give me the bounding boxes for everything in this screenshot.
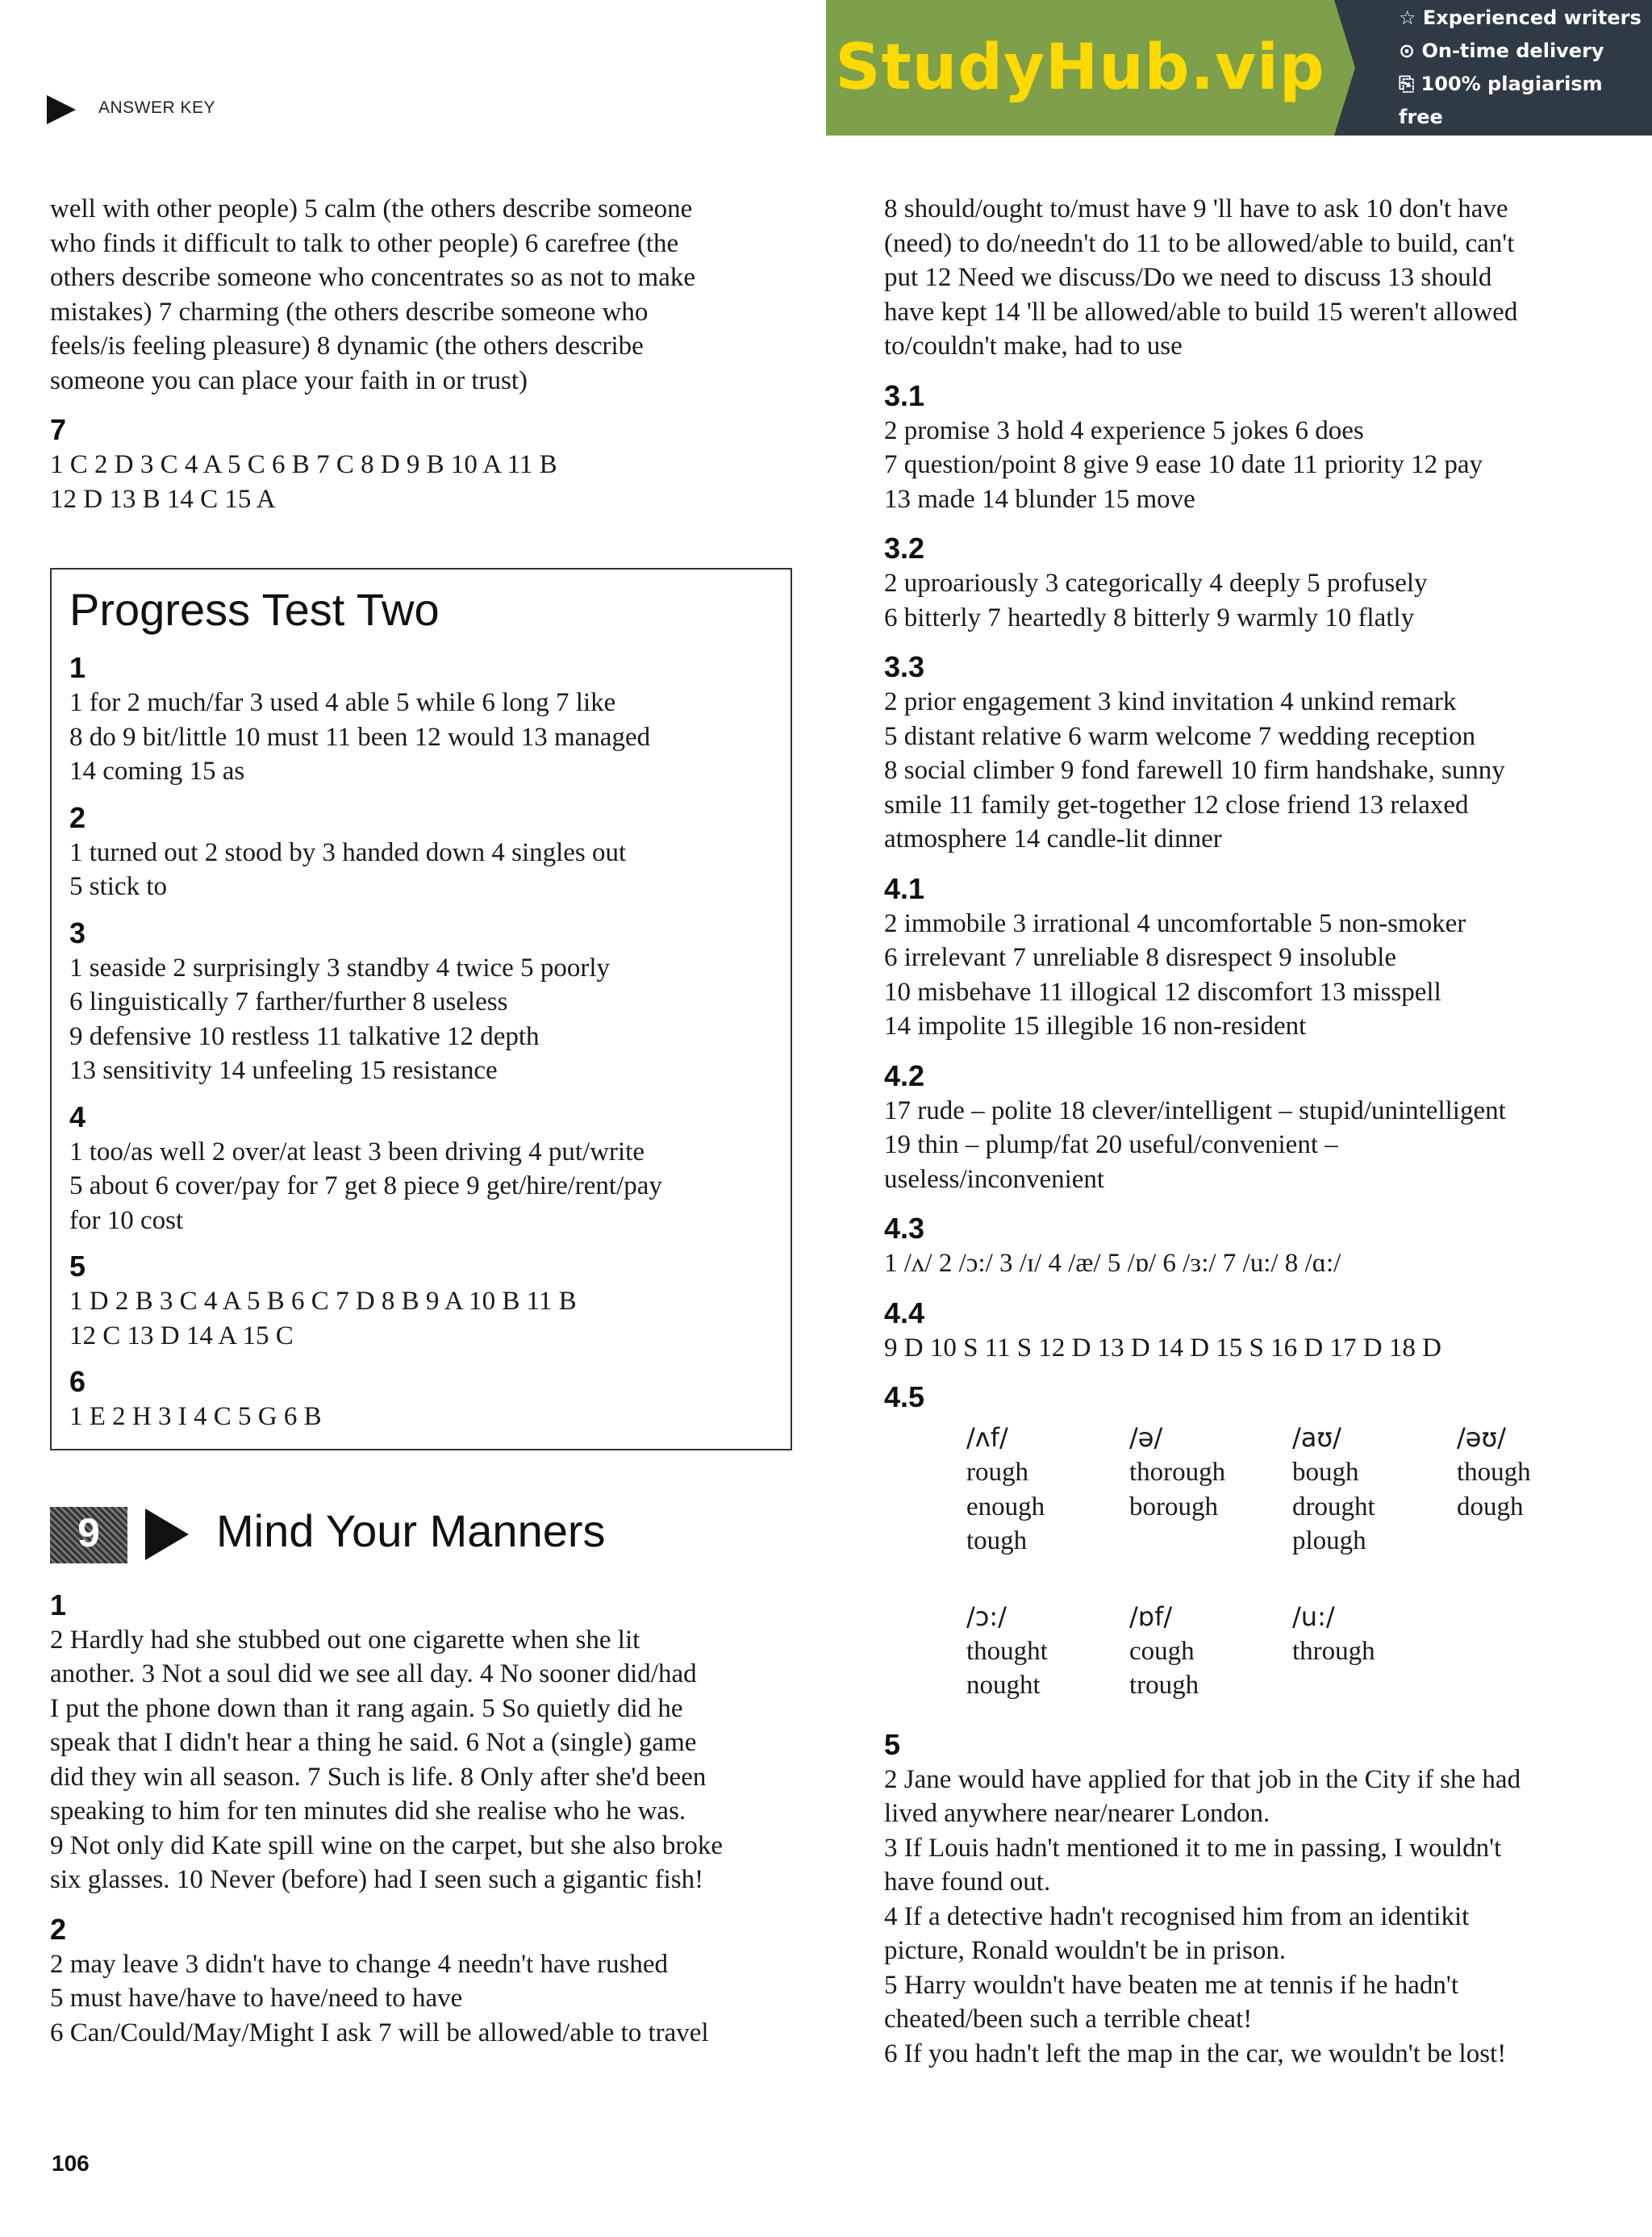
answer-line: six glasses. 10 Never (before) had I seen such a gigantic fish! bbox=[50, 1865, 704, 1894]
left-column bbox=[50, 192, 792, 2050]
left-intro-text bbox=[50, 192, 792, 398]
answer-line: who finds it difficult to talk to other people) 6 carefree (the bbox=[50, 228, 679, 258]
answer-line: have kept 14 'll be allowed/able to build 15 weren't allowed bbox=[884, 297, 1518, 327]
answer-line: 1 C 2 D 3 C 4 A 5 C 6 B 7 C 8 D 9 B 10 A 11 B bbox=[50, 450, 557, 479]
studyhub-banner[interactable] bbox=[826, 0, 1652, 136]
answer-line: another. 3 Not a soul did we see all day. 4 No sooner did/had bbox=[50, 1659, 697, 1688]
right-sections bbox=[884, 378, 1626, 1366]
phonetic-word: rough bbox=[966, 1458, 1028, 1487]
section-number: 1 bbox=[50, 1588, 67, 1621]
answer-line: 5 must have/have to have/need to have bbox=[50, 1984, 463, 2013]
answer-line: to/couldn't make, had to use bbox=[884, 332, 1183, 361]
answer-line: picture, Ronald wouldn't be in prison. bbox=[884, 1936, 1287, 1965]
answer-line: 2 immobile 3 irrational 4 uncomfortable 5 non-smoker bbox=[884, 908, 1466, 938]
answer-line: 2 Hardly had she stubbed out one cigarette when she lit bbox=[50, 1625, 640, 1655]
answer-line: I put the phone down than it rang again. 5 So quietly did he bbox=[50, 1693, 683, 1723]
answer-line: 5 distant relative 6 warm welcome 7 wedding reception bbox=[884, 721, 1476, 751]
section-number: 7 bbox=[50, 413, 67, 446]
answer-line: 13 made 14 blunder 15 move bbox=[884, 484, 1195, 514]
answer-line: 5 Harry wouldn't have beaten me at tennis if he hadn't bbox=[884, 1970, 1458, 2000]
section-answers bbox=[69, 951, 776, 1088]
section-number: 4 bbox=[69, 1100, 86, 1133]
answer-line: 14 impolite 15 illegible 16 non-resident bbox=[884, 1012, 1307, 1041]
section-answers bbox=[69, 1284, 776, 1353]
answer-line: useless/inconvenient bbox=[884, 1164, 1105, 1194]
answer-line: 10 misbehave 11 illogical 12 discomfort 13 misspell bbox=[884, 977, 1441, 1007]
section-number: 3.2 bbox=[884, 532, 925, 565]
answer-line: 1 D 2 B 3 C 4 A 5 B 6 C 7 D 8 B 9 A 10 B 11 B bbox=[69, 1287, 577, 1316]
answer-line: 1 too/as well 2 over/at least 3 been driving 4 put/write bbox=[69, 1137, 645, 1166]
answer-line: mistakes) 7 charming (the others describe someone who bbox=[50, 297, 649, 327]
section-answers bbox=[884, 414, 1626, 517]
answer-line: 2 Jane would have applied for that job in the City if she had bbox=[884, 1764, 1521, 1794]
phonetic-column bbox=[1292, 1599, 1457, 1703]
progress-test-sections bbox=[69, 650, 776, 1434]
answer-line: 8 social climber 9 fond farewell 10 firm handshake, sunny bbox=[884, 756, 1505, 785]
section-answers bbox=[69, 1135, 776, 1238]
section-number: 5 bbox=[69, 1250, 86, 1283]
answer-line: did they win all season. 7 Such is life. 8 Only after she'd been bbox=[50, 1762, 707, 1792]
answer-line: lived anywhere near/nearer London. bbox=[884, 1799, 1270, 1828]
phonetic-symbol: /u:/ bbox=[1292, 1601, 1335, 1632]
phonetic-column bbox=[1457, 1420, 1618, 1559]
phonetic-word: tough bbox=[966, 1526, 1028, 1555]
answer-line: 1 for 2 much/far 3 used 4 able 5 while 6 long 7 like bbox=[69, 688, 616, 717]
answer-line: 1 /ʌ/ 2 /ɔ:/ 3 /ɪ/ 4 /æ/ 5 /ɒ/ 6 /ɜ:/ 7 /u:/ 8 /ɑ:/ bbox=[884, 1249, 1341, 1278]
phonetic-symbol: /ə/ bbox=[1129, 1422, 1163, 1453]
section-number: 3 bbox=[69, 916, 86, 949]
answer-line: 12 C 13 D 14 A 15 C bbox=[69, 1321, 294, 1350]
running-header: ANSWER KEY bbox=[98, 98, 216, 117]
section-number: 4.5 bbox=[884, 1380, 925, 1413]
section-answers bbox=[884, 907, 1626, 1044]
answer-line: 5 stick to bbox=[69, 872, 167, 901]
section-number: 3.1 bbox=[884, 378, 925, 412]
answer-line: 2 prior engagement 3 kind invitation 4 unkind remark bbox=[884, 687, 1457, 716]
progress-test-title: Progress Test Two bbox=[69, 584, 440, 635]
unit-arrow-icon bbox=[145, 1509, 189, 1560]
banner-logo[interactable] bbox=[826, 0, 1334, 136]
phonetic-word: bough bbox=[1292, 1458, 1359, 1487]
phonetic-symbol: /ɒf/ bbox=[1129, 1601, 1173, 1632]
section-answers bbox=[69, 836, 776, 904]
right-intro-text bbox=[884, 192, 1626, 364]
right-column bbox=[884, 192, 1626, 2071]
answer-line: have found out. bbox=[884, 1868, 1051, 1897]
answer-line: 6 If you hadn't left the map in the car, we wouldn't be lost! bbox=[884, 2039, 1507, 2068]
section-number: 6 bbox=[69, 1365, 86, 1398]
section-answers bbox=[884, 1094, 1626, 1197]
section-number: 4.2 bbox=[884, 1058, 925, 1092]
answer-line: 9 D 10 S 11 S 12 D 13 D 14 D 15 S 16 D 17 D 18 D bbox=[884, 1333, 1441, 1363]
phonetic-word: trough bbox=[1129, 1671, 1199, 1700]
answer-line: 14 coming 15 as bbox=[69, 757, 245, 786]
phonetic-column bbox=[1129, 1420, 1292, 1559]
section-number: 2 bbox=[69, 800, 86, 834]
section-answers bbox=[69, 686, 776, 789]
answer-line: put 12 Need we discuss/Do we need to discuss 13 should bbox=[884, 263, 1492, 292]
phonetic-word: cough bbox=[1129, 1636, 1195, 1666]
phonetic-word: borough bbox=[1129, 1492, 1218, 1521]
answer-key-arrow-icon bbox=[47, 95, 76, 124]
section-number: 4.1 bbox=[884, 871, 925, 905]
answer-line: 2 promise 3 hold 4 experience 5 jokes 6 does bbox=[884, 415, 1364, 445]
answer-line: others describe someone who concentrates so as not to make bbox=[50, 263, 696, 292]
phonetic-symbol: /əʊ/ bbox=[1457, 1422, 1507, 1453]
answer-line: smile 11 family get-together 12 close friend 13 relaxed bbox=[884, 790, 1469, 820]
banner-feature-writers: ☆ Experienced writers bbox=[1399, 6, 1642, 29]
answer-line: feels/is feeling pleasure) 8 dynamic (the others describe bbox=[50, 332, 644, 361]
banner-feature-delivery: ⊙ On-time delivery bbox=[1399, 40, 1604, 62]
phonetic-column bbox=[966, 1599, 1129, 1703]
progress-test-box bbox=[50, 568, 792, 1450]
phonetic-word: through bbox=[1292, 1636, 1375, 1666]
answer-line: 8 do 9 bit/little 10 must 11 been 12 would 13 managed bbox=[69, 722, 651, 752]
answer-line: 1 E 2 H 3 I 4 C 5 G 6 B bbox=[69, 1402, 322, 1431]
answer-line: 1 turned out 2 stood by 3 handed down 4 singles out bbox=[69, 837, 627, 867]
phonetic-word: thought bbox=[966, 1636, 1048, 1666]
banner-logo-text: StudyHub.vip bbox=[835, 31, 1325, 104]
phonetic-word: plough bbox=[1292, 1526, 1366, 1555]
answer-line: 6 Can/Could/May/Might I ask 7 will be allowed/able to travel bbox=[50, 2018, 709, 2047]
phonetic-symbol: /ʌf/ bbox=[966, 1422, 1008, 1453]
answer-line: 5 about 6 cover/pay for 7 get 8 piece 9 get/hire/rent/pay bbox=[69, 1171, 662, 1200]
answer-line: 2 uproariously 3 categorically 4 deeply 5 profusely bbox=[884, 569, 1428, 598]
answer-line: 13 sensitivity 14 unfeeling 15 resistance bbox=[69, 1056, 498, 1085]
phonetic-symbol: /ɔ:/ bbox=[966, 1601, 1007, 1632]
answer-line: 1 seaside 2 surprisingly 3 standby 4 twice 5 poorly bbox=[69, 953, 610, 983]
phonetic-table-row bbox=[966, 1420, 1626, 1559]
phonetic-column bbox=[1129, 1599, 1292, 1703]
answer-line: well with other people) 5 calm (the others describe someone bbox=[50, 194, 693, 223]
answer-line: 19 thin – plump/fat 20 useful/convenient – bbox=[884, 1130, 1338, 1159]
phonetic-word: drought bbox=[1292, 1492, 1375, 1521]
unit-sections bbox=[50, 1588, 792, 2051]
phonetic-symbol: /aʊ/ bbox=[1292, 1422, 1341, 1453]
answer-line: 12 D 13 B 14 C 15 A bbox=[50, 484, 276, 514]
answer-line: (need) to do/needn't do 11 to be allowed/able to build, can't bbox=[884, 228, 1515, 258]
phonetic-word: dough bbox=[1457, 1492, 1524, 1521]
answer-line: 6 irrelevant 7 unreliable 8 disrespect 9 insoluble bbox=[884, 943, 1397, 972]
section-number: 4.4 bbox=[884, 1296, 925, 1329]
unit-heading bbox=[50, 1492, 792, 1573]
answer-line: speaking to him for ten minutes did she realise who he was. bbox=[50, 1797, 686, 1826]
section-5-answers bbox=[884, 1763, 1626, 2072]
section-number: 2 bbox=[50, 1912, 67, 1946]
answer-line: 4 If a detective hadn't recognised him from an identikit bbox=[884, 1901, 1470, 1931]
section-answers bbox=[50, 1947, 792, 2051]
answer-line: 3 If Louis hadn't mentioned it to me in passing, I wouldn't bbox=[884, 1833, 1502, 1863]
phonetic-table-row bbox=[966, 1599, 1626, 1703]
answer-line: 8 should/ought to/must have 9 'll have to ask 10 don't have bbox=[884, 194, 1508, 223]
unit-title: Mind Your Manners bbox=[216, 1505, 606, 1556]
section-number: 5 bbox=[884, 1727, 901, 1761]
banner-features bbox=[1334, 0, 1652, 136]
section-number: 4.3 bbox=[884, 1212, 925, 1245]
answer-line: someone you can place your faith in or trust) bbox=[50, 365, 528, 395]
phonetic-word: though bbox=[1457, 1458, 1531, 1487]
phonetic-word: thorough bbox=[1129, 1458, 1226, 1487]
answer-line: 7 question/point 8 give 9 ease 10 date 11 priority 12 pay bbox=[884, 450, 1483, 479]
section-answers bbox=[884, 1246, 1626, 1281]
answer-line: for 10 cost bbox=[69, 1205, 184, 1235]
phonetic-column bbox=[966, 1420, 1129, 1559]
section-number: 1 bbox=[69, 651, 86, 684]
section-answers bbox=[884, 1331, 1626, 1366]
section-answers bbox=[884, 685, 1626, 857]
section-7-answers bbox=[50, 448, 792, 516]
answer-line: atmosphere 14 candle-lit dinner bbox=[884, 824, 1222, 853]
answer-line: 9 Not only did Kate spill wine on the carpet, but she also broke bbox=[50, 1830, 723, 1860]
section-answers bbox=[50, 1623, 792, 1897]
section-number: 3.3 bbox=[884, 650, 925, 683]
phonetic-word: nought bbox=[966, 1671, 1041, 1700]
answer-line: 6 linguistically 7 farther/further 8 useless bbox=[69, 987, 508, 1016]
answer-line: 6 bitterly 7 heartedly 8 bitterly 9 warmly 10 flatly bbox=[884, 603, 1415, 632]
unit-number-badge: 9 bbox=[50, 1507, 127, 1563]
answer-line: 2 may leave 3 didn't have to change 4 needn't have rushed bbox=[50, 1949, 669, 1979]
banner-arrow-notch bbox=[1334, 0, 1355, 136]
answer-line: speak that I didn't hear a thing he said. 6 Not a (single) game bbox=[50, 1728, 697, 1757]
section-answers bbox=[69, 1400, 776, 1434]
section-answers bbox=[884, 566, 1626, 635]
answer-line: 9 defensive 10 restless 11 talkative 12 depth bbox=[69, 1021, 540, 1051]
phonetic-word: enough bbox=[966, 1492, 1045, 1521]
page-number: 106 bbox=[52, 2151, 90, 2176]
banner-feature-plagiarism: ⎘ 100% plagiarism free bbox=[1399, 73, 1603, 128]
answer-line: cheated/been such a terrible cheat! bbox=[884, 2005, 1253, 2034]
answer-line: 17 rude – polite 18 clever/intelligent – stupid/unintelligent bbox=[884, 1096, 1506, 1125]
phonetic-column bbox=[1292, 1420, 1457, 1559]
